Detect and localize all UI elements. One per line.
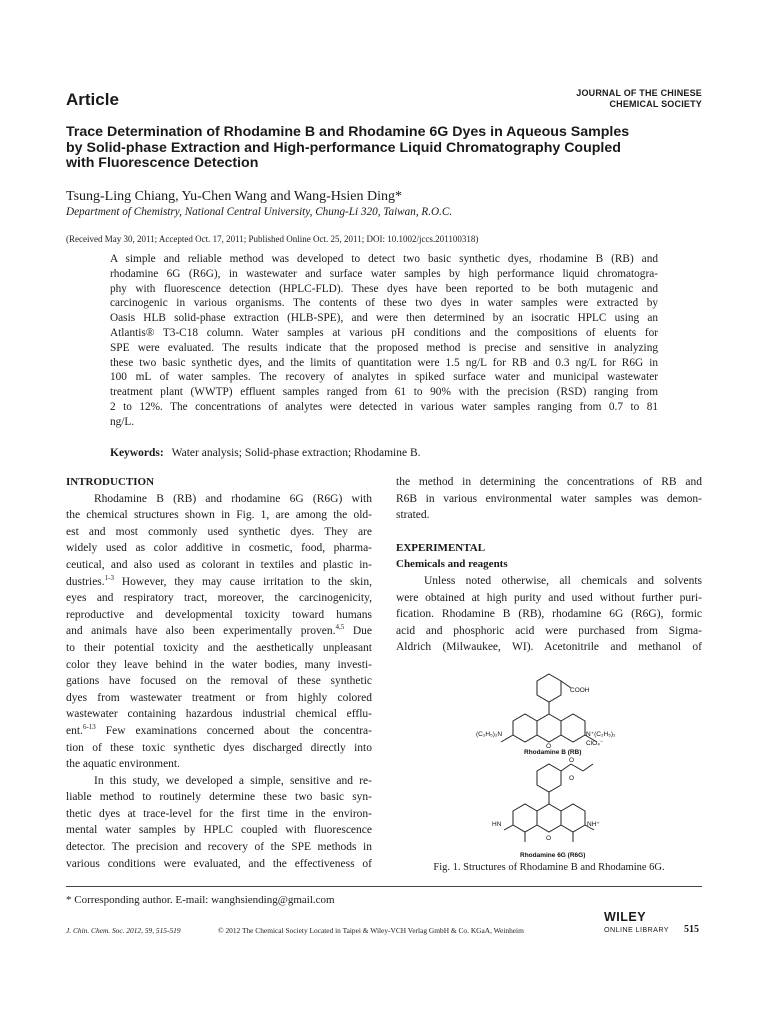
abstract-line: Oasis HLB solid-phase extraction (HLB-SPE), and were then determined by an isocratic HPLC using an	[110, 312, 658, 325]
body-line: mental water samples by HPLC coupled with fluorescence	[66, 824, 372, 837]
affiliation: Department of Chemistry, National Central University, Chung-Li 320, Taiwan, R.O.C.	[66, 206, 453, 218]
body-line: Aldrich (Milwaukee, WI). Acetonitrile and methanol of	[396, 641, 702, 654]
keywords-text: Water analysis; Solid-phase extraction; Rhodamine B.	[171, 447, 421, 459]
article-label: Article	[66, 90, 119, 109]
r6g-carbonyl-o-label: O	[569, 757, 575, 764]
abstract-line: Atlantis® T3-C18 column. Water samples at various pH conditions and the compositions of eluents for	[110, 326, 658, 339]
body-text: and animals have also been experimentally proven.	[66, 625, 336, 638]
wiley-logo-word: WILEY	[604, 910, 647, 924]
wiley-online-library-logo	[604, 910, 674, 934]
chemical-structures-figure	[474, 670, 624, 860]
body-line	[66, 723, 372, 740]
body-line: various conditions were evaluated, and the effectiveness of	[66, 857, 372, 870]
body-line: the aquatic environment.	[66, 758, 181, 771]
r6g-ester-o-label: O	[569, 775, 575, 782]
subsection-heading: Chemicals and reagents	[396, 558, 508, 571]
citation-ref: 6-13	[82, 723, 96, 732]
body-line: thetic dyes at trace-level for the first time in the environ-	[66, 807, 372, 820]
abstract-line: these two basic synthetic dyes, and the limits of quantitation were 1.5 ng/L for RB and 0.3 ng/L for R6G in	[110, 356, 658, 369]
body-line: liable method to routinely determine these two basic syn-	[66, 791, 372, 804]
rhodamine-6g-structure	[504, 764, 594, 842]
journal-citation: J. Chin. Chem. Soc. 2012, 59, 515-519	[66, 926, 181, 935]
body-line: In this study, we developed a simple, sensitive and re-	[94, 774, 372, 787]
title-line: by Solid-phase Extraction and High-performance Liquid Chromatography Coupled	[66, 139, 621, 156]
r6g-left-amine-label: HN	[492, 821, 502, 828]
abstract-line: 2 to 12%. The concentrations of analytes were detected in various water samples ranging from 0.7 to 81	[110, 400, 658, 413]
rhodamine-b-structure	[501, 674, 597, 742]
abstract-line: 100 mL of water samples. The recovery of analytes in spiked surface water and municipal wastewater	[110, 371, 658, 384]
rb-oxygen-label: O	[546, 743, 552, 750]
body-line: fication. Rhodamine B (RB), rhodamine 6G (R6G), formic	[396, 608, 702, 621]
abstract	[110, 252, 658, 430]
body-line: wastewater containing hazardous industrial chemical efflu-	[66, 708, 372, 721]
abstract-line: treatment plant (WWTP) effluent samples ranged from 61 to 90% with the precision (RSD) ranging from	[110, 386, 658, 399]
citation-ref: 1-3	[104, 573, 114, 582]
right-column	[396, 474, 702, 656]
abstract-line: rhodamine 6G (R6G), in wastewater and surface water samples by high performance liquid chromatogra-	[110, 267, 658, 280]
body-line: widely used as color additive in cosmetic, food, pharma-	[66, 542, 372, 555]
body-text: dustries.	[66, 575, 105, 588]
received-dates: (Received May 30, 2011; Accepted Oct. 17, 2011; Published Online Oct. 25, 2011; DOI: 10.1002/jccs.201100318)	[66, 234, 479, 244]
rb-name-label: Rhodamine B (RB)	[524, 749, 582, 756]
journal-name-line: JOURNAL OF THE CHINESE	[576, 88, 702, 98]
rb-cooh-label: COOH	[570, 687, 590, 694]
body-line: Unless noted otherwise, all chemicals and solvents	[424, 574, 702, 587]
r6g-oxygen-label: O	[546, 835, 552, 842]
body-text: Few examinations concerned about the concentra-	[95, 724, 372, 737]
title-line: Trace Determination of Rhodamine B and Rhodamine 6G Dyes in Aqueous Samples	[66, 124, 630, 140]
body-line: est and most commonly used synthetic dyes. They are	[66, 525, 372, 538]
keywords	[110, 447, 421, 459]
r6g-name-label: Rhodamine 6G (R6G)	[520, 852, 586, 859]
body-text: ent.	[66, 724, 83, 737]
rb-counterion-label: ClO₄⁻	[586, 740, 604, 747]
body-line: the chemical structures shown in Fig. 1, are among the old-	[66, 509, 372, 522]
rb-right-amine-label: N⁺(C₂H₅)₂	[586, 731, 616, 738]
body-line: dyes from wastewater treatment or from highly colored	[66, 691, 372, 704]
abstract-line: carcinogenic in various organisms. The contents of these two dyes in water samples were extracted by	[110, 297, 658, 310]
body-line: ceutical, and also used as colorant in textiles and plastic in-	[66, 558, 372, 571]
body-line: Rhodamine B (RB) and rhodamine 6G (R6G) with	[94, 492, 372, 505]
abstract-line: SPE were evaluated. The results indicate that the proposed method is precise and sensitive in analyzing	[110, 341, 658, 354]
body-line	[66, 623, 372, 640]
left-column	[66, 474, 372, 872]
section-heading-introduction: INTRODUCTION	[66, 476, 155, 488]
body-line: were obtained at high purity and used without further puri-	[396, 591, 702, 604]
journal-name-line: CHEMICAL SOCIETY	[609, 99, 702, 109]
keywords-label: Keywords:	[110, 447, 164, 459]
journal-name	[560, 88, 702, 110]
body-line: R6B in various environmental water samples was demon-	[396, 492, 702, 505]
body-line: tion of these toxic synthetic dyes discharged directly into	[66, 741, 372, 754]
wiley-logo-subtitle: ONLINE LIBRARY	[604, 925, 669, 934]
body-text: However, they may cause irritation to the skin,	[114, 575, 372, 588]
body-text: Due	[344, 625, 372, 638]
page-number: 515	[684, 924, 699, 935]
abstract-line: phy with fluorescence detection (HPLC-FLD). These dyes have been reported to be both mutagenic and	[110, 282, 658, 295]
body-line: gations have focused on the removal of these synthetic	[66, 675, 372, 688]
body-line	[66, 574, 372, 591]
r6g-right-amine-label: NH⁺	[587, 821, 600, 828]
body-line: color they leave behind in the water bodies, many investi-	[66, 658, 372, 671]
spacer	[396, 524, 702, 540]
article-title	[66, 125, 706, 172]
abstract-line: ng/L.	[110, 415, 135, 428]
rb-left-amine-label: (C₂H₅)₂N	[476, 731, 503, 738]
section-heading-experimental: EXPERIMENTAL	[396, 541, 486, 554]
body-line: strated.	[396, 509, 430, 522]
authors: Tsung-Ling Chiang, Yu-Chen Wang and Wang-Hsien Ding*	[66, 189, 402, 204]
title-line: with Fluorescence Detection	[66, 155, 259, 171]
body-line: acid and phosphoric acid were purchased from Sigma-	[396, 624, 702, 637]
body-line: reproductive and developmental toxicity toward humans	[66, 608, 372, 621]
copyright-notice: © 2012 The Chemical Society Located in Taipei & Wiley-VCH Verlag GmbH & Co. KGaA, Weinheim	[218, 926, 524, 935]
body-line: eyes and respiratory tract, moreover, the carcinogenicity,	[66, 592, 372, 605]
corresponding-author-note: * Corresponding author. E-mail: wanghsiending@gmail.com	[66, 894, 335, 906]
abstract-line: A simple and reliable method was developed to detect two basic synthetic dyes, rhodamine B (RB) and	[110, 253, 658, 265]
body-line: the method in determining the concentrations of RB and	[396, 476, 702, 488]
figure-caption: Fig. 1. Structures of Rhodamine B and Rhodamine 6G.	[433, 862, 665, 873]
footer-divider	[66, 886, 702, 887]
citation-ref: 4,5	[335, 623, 345, 632]
body-line: to their potential toxicity and the aesthetically unpleasant	[66, 641, 372, 654]
body-line: detector. The precision and recovery of the SPE methods in	[66, 841, 372, 854]
